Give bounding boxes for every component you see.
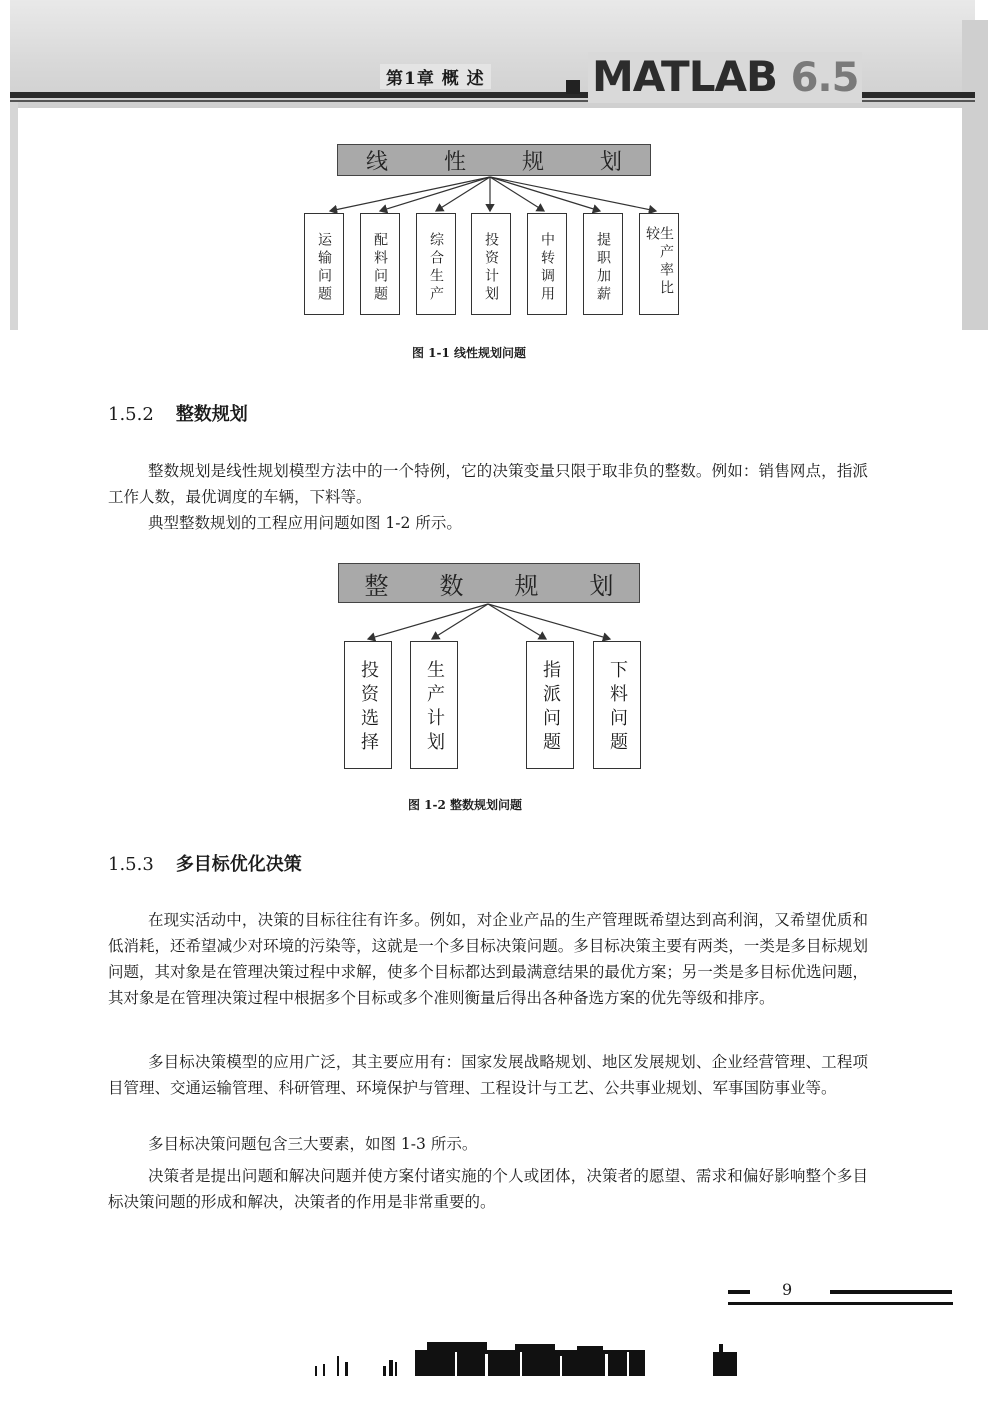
section-title: 整数规划	[175, 404, 248, 425]
page-number: 9	[782, 1280, 793, 1299]
book-title-logo: MATLAB 6.5	[588, 52, 862, 103]
paragraph: 在现实活动中，决策的目标往往有许多。例如，对企业产品的生产管理既希望达到高利润，又希望优质和低消耗，还希望减少对环境的污染等，这就是一个多目标决策问题。多目标决策主要有两类，一类是多目标规划问题，其对象是在管理决策过程中求解，使多个目标都达到最满意结果的最优方案；另一类是多目标优选问题，其对象是在管理决策过程中根据多个目标或多个准则衡量后得出各种备选方案的优先等级和排序。	[108, 911, 868, 1007]
paragraph: 典型整数规划的工程应用问题如图 1-2 所示。	[148, 514, 462, 532]
fig2-root-char: 数	[439, 571, 464, 600]
fig1-leaf: 生产率比较	[639, 213, 679, 315]
paragraph: 决策者是提出问题和解决问题并使方案付诸实施的个人或团体，决策者的愿望、需求和偏好影响整个多目标决策问题的形成和解决，决策者的作用是非常重要的。	[108, 1167, 868, 1211]
section-title: 多目标优化决策	[175, 854, 302, 875]
fig1-root-char: 划	[599, 149, 622, 175]
fig1-caption: 图 1-1 线性规划问题	[412, 346, 527, 360]
page-number-rule-right	[830, 1290, 952, 1294]
fig2-root-char: 规	[514, 571, 539, 600]
fig1-leaf: 中转调用	[527, 213, 567, 315]
fig1-root-char: 性	[443, 149, 466, 175]
fig2-leaf: 下料问题	[593, 641, 641, 769]
fig1-root-char: 规	[521, 149, 544, 175]
chapter-heading: 第1章 概 述	[380, 64, 491, 89]
fig2-arrows	[0, 0, 992, 660]
section-heading-153	[108, 850, 302, 876]
paragraph: 多目标决策模型的应用广泛，其主要应用有：国家发展战略规划、地区发展规划、企业经营管理、工程项目管理、交通运输管理、科研管理、环境保护与管理、工程设计与工艺、公共事业规划、军事国防事业等。	[108, 1053, 868, 1097]
paragraph: 整数规划是线性规划模型方法中的一个特例，它的决策变量只限于取非负的整数。例如：销售网点，指派工作人数，最优调度的车辆，下料等。	[108, 462, 868, 506]
fig2-leaf: 投资选择	[344, 641, 392, 769]
fig1-leaf: 提职加薪	[583, 213, 623, 315]
section-number: 1.5.3	[108, 854, 154, 875]
paragraph: 多目标决策问题包含三大要素，如图 1-3 所示。	[148, 1135, 478, 1153]
fig1-leaf: 运输问题	[304, 213, 344, 315]
fig2-root-char: 划	[589, 571, 614, 600]
fig1-leaf: 综合生产	[416, 213, 456, 315]
page-number-rule-left	[728, 1290, 750, 1294]
fig2-leaf: 指派问题	[526, 641, 574, 769]
fig1-root-char: 线	[365, 149, 388, 175]
section-number: 1.5.2	[108, 404, 154, 425]
fig2-root-char: 整	[364, 571, 389, 600]
fig1-leaf: 配料问题	[360, 213, 400, 315]
fig2-leaf: 生产计划	[410, 641, 458, 769]
fig1-leaf: 投资计划	[471, 213, 511, 315]
page-number-rule-lower	[728, 1302, 953, 1305]
scan-barcode-artifact	[315, 1342, 745, 1378]
fig2-caption: 图 1-2 整数规划问题	[408, 798, 523, 812]
